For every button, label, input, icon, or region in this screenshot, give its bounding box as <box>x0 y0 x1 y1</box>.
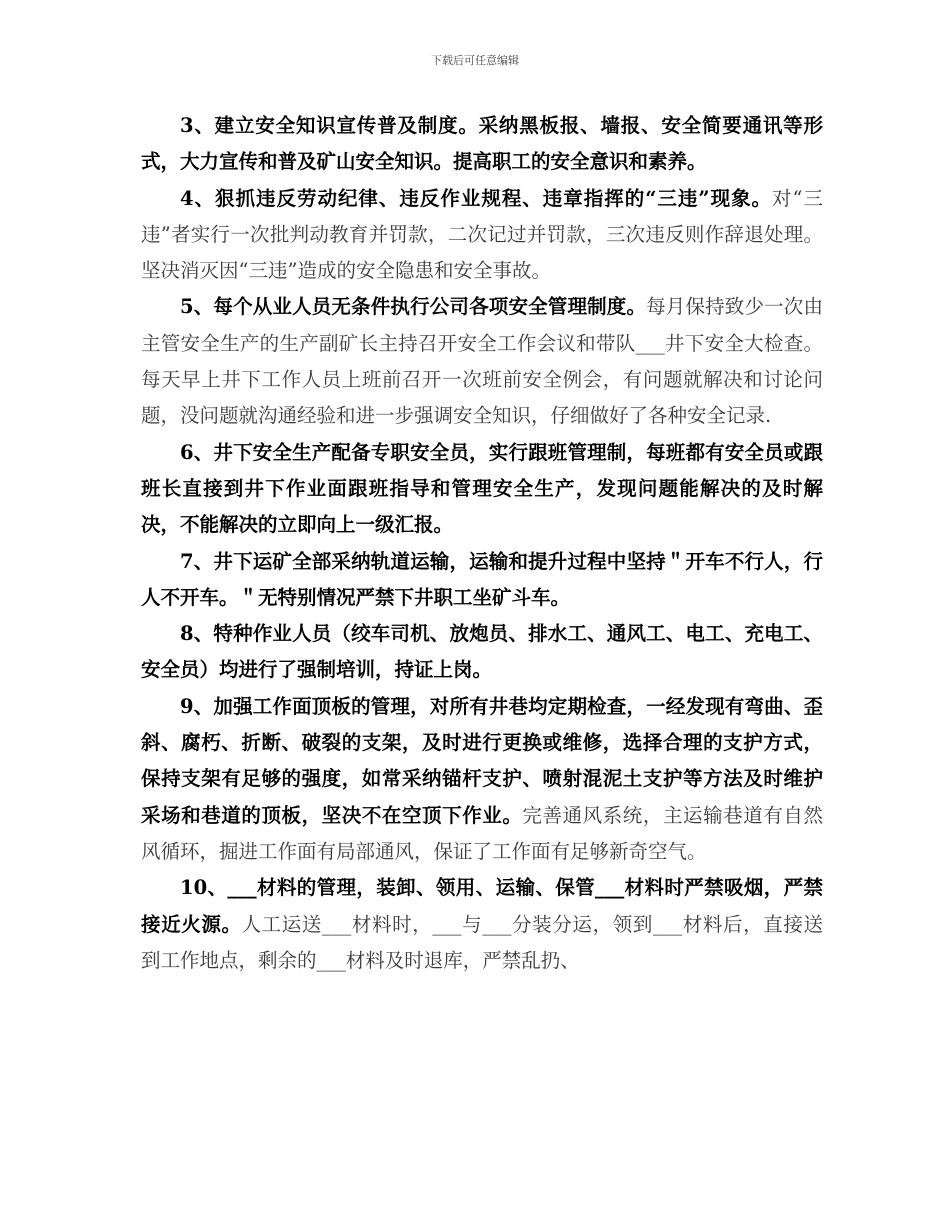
paragraph-10-bold-text: 10、___材料的管理，装卸、领用、运输、保管___材料时严禁吸烟，严禁接近火源。 <box>141 876 823 936</box>
paragraph-4 <box>141 181 823 290</box>
header-note: 下载后可任意编辑 <box>431 54 519 67</box>
paragraph-6-bold-text: 6、井下安全生产配备专职安全员，实行跟班管理制，每班都有安全员或跟班长直接到井下作业面跟班指导和管理安全生产，发现问题能解决的及时解决，不能解决的立即向上一级汇报。 <box>141 440 823 537</box>
paragraph-7 <box>141 544 823 617</box>
paragraph-7-bold-text: 7、井下运矿全部采纳轨道运输，运输和提升过程中坚持＂开车不行人，行人不开车。＂无特别情况严禁下井职工坐矿斗车。 <box>141 549 823 609</box>
paragraph-3-bold-text: 3、建立安全知识宣传普及制度。采纳黑板报、墙报、安全简要通讯等形式，大力宣传和普及矿山安全知识。提高职工的安全意识和素养。 <box>141 114 823 174</box>
paragraph-8-bold-text: 8、特种作业人员（绞车司机、放炮员、排水工、通风工、电工、充电工、安全员）均进行了强制培训，持证上岗。 <box>141 622 823 682</box>
paragraph-3 <box>141 108 823 181</box>
paragraph-6 <box>141 435 823 544</box>
paragraph-4-bold-text: 4、狠抓违反劳动纪律、违反作业规程、违章指挥的“三违”现象。 <box>180 186 773 210</box>
paragraph-4-regular-text: 对“三违”者实行一次批判动教育并罚款，二次记过并罚款，三次违反则作辞退处理。坚决消灭因“三违”造成的安全隐患和安全事故。 <box>141 186 823 283</box>
document-body <box>141 108 823 979</box>
paragraph-9-bold-text: 9、加强工作面顶板的管理，对所有井巷均定期检查，一经发现有弯曲、歪斜、腐朽、折断、破裂的支架，及时进行更换或维修，选择合理的支护方式，保持支架有足够的强度，如常采纳锚杆支护、喷射混泥土支护等方法及时维护采场和巷道的顶板，坚决不在空顶下作业。 <box>141 694 823 827</box>
paragraph-8 <box>141 616 823 689</box>
paragraph-9 <box>141 689 823 870</box>
paragraph-9-regular-text: 完善通风系统，主运输巷道有自然风循环，掘进工作面有局部通风，保证了工作面有足够新奇空气。 <box>141 803 823 863</box>
paragraph-10-regular-text: 人工运送___材料时，___与___分装分运，领到___材料后，直接送到工作地点，剩余的___材料及时退库，严禁乱扔、 <box>141 912 823 972</box>
paragraph-5-bold-text: 5、每个从业人员无条件执行公司各项安全管理制度。 <box>180 295 647 319</box>
paragraph-5 <box>141 289 823 434</box>
paragraph-10 <box>141 870 823 979</box>
paragraph-5-regular-text: 每月保持致少一次由主管安全生产的生产副矿长主持召开安全工作会议和带队___井下安全大检查。每天早上井下工作人员上班前召开一次班前安全例会，有问题就解决和讨论问题，没问题就沟通经验和进一步强调安全知识，仔细做好了各种安全记录. <box>141 295 823 428</box>
